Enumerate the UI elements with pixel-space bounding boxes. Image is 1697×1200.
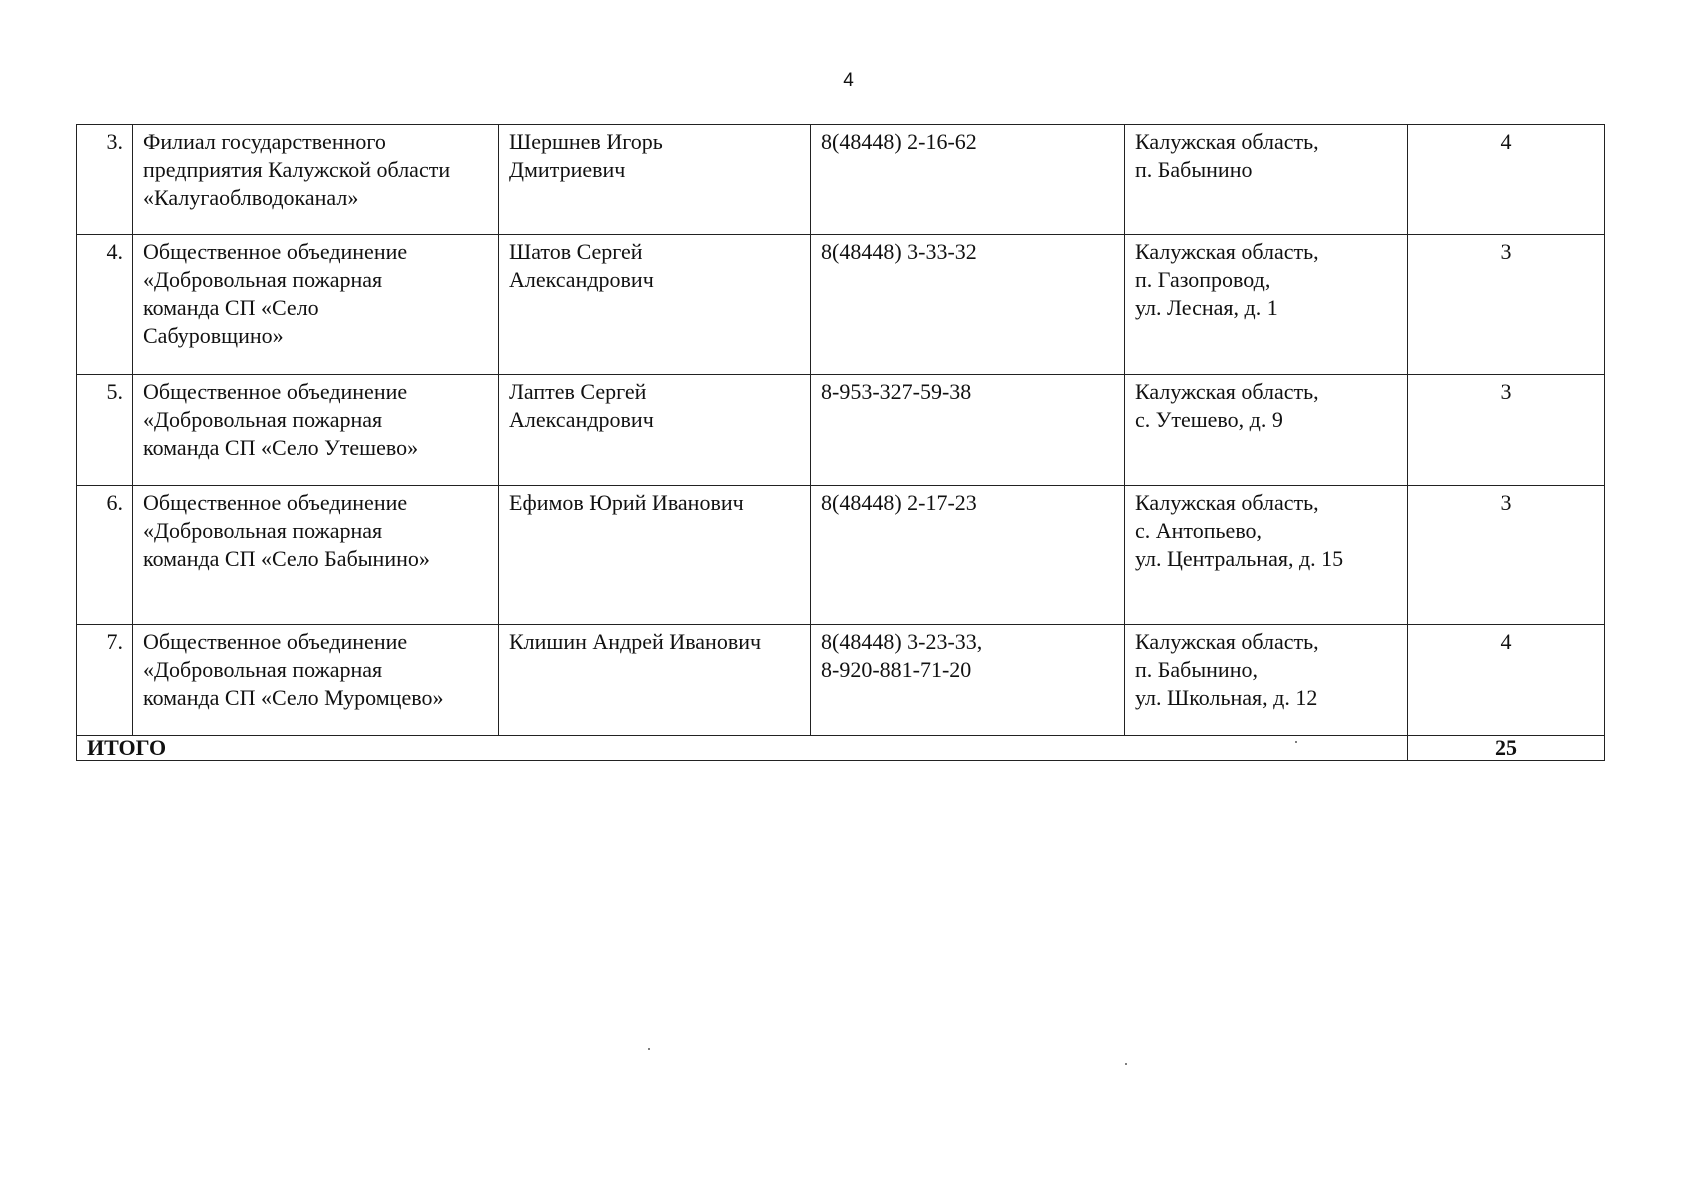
row-number-cell: 3. [77, 125, 133, 235]
table-row [77, 375, 1605, 486]
phone-cell [811, 125, 1125, 235]
address-cell [1125, 235, 1408, 375]
address-cell [1125, 625, 1408, 736]
organization-cell-line: команда СП «Село Бабынино» [143, 546, 430, 571]
organization-cell-line: команда СП «Село [143, 295, 319, 320]
scan-speck [648, 1048, 650, 1050]
contact-person-cell-line: Лаптев Сергей [509, 379, 647, 404]
organization-cell-line: «Добровольная пожарная [143, 267, 383, 292]
organization-cell-line: предприятия Калужской области [143, 157, 451, 182]
organization-cell-line: Общественное объединение [143, 629, 408, 654]
row-number-cell: 7. [77, 625, 133, 736]
table-row [77, 625, 1605, 736]
row-number-cell: 5. [77, 375, 133, 486]
organization-cell [133, 486, 499, 625]
address-cell-line: ул. Лесная, д. 1 [1135, 295, 1278, 320]
address-cell-line: ул. Центральная, д. 15 [1135, 546, 1344, 571]
address-cell-line: Калужская область, [1135, 239, 1319, 264]
scan-speck [1295, 741, 1297, 743]
address-cell [1125, 125, 1408, 235]
table-row [77, 125, 1605, 235]
organization-cell-line: Общественное объединение [143, 379, 408, 404]
phone-cell-line: 8-920-881-71-20 [821, 657, 972, 682]
contact-person-cell-line: Александрович [509, 267, 654, 292]
organization-cell-line: «Добровольная пожарная [143, 657, 383, 682]
row-number-cell: 6. [77, 486, 133, 625]
total-label: ИТОГО [77, 736, 1408, 761]
organization-cell [133, 625, 499, 736]
scan-speck [1125, 1063, 1127, 1065]
contact-person-cell [499, 375, 811, 486]
contact-person-cell [499, 235, 811, 375]
organizations-table [76, 124, 1605, 761]
organization-cell-line: «Добровольная пожарная [143, 407, 383, 432]
address-cell-line: Калужская область, [1135, 379, 1319, 404]
phone-cell [811, 486, 1125, 625]
organization-cell-line: Филиал государственного [143, 129, 386, 154]
address-cell-line: Калужская область, [1135, 129, 1319, 154]
count-cell: 4 [1408, 125, 1605, 235]
total-value: 25 [1408, 736, 1605, 761]
address-cell-line: Калужская область, [1135, 490, 1319, 515]
page-number: 4 [843, 70, 854, 91]
address-cell-line: с. Антопьево, [1135, 518, 1263, 543]
phone-cell-line: 8(48448) 2-17-23 [821, 490, 977, 515]
row-number-cell: 4. [77, 235, 133, 375]
count-cell: 3 [1408, 235, 1605, 375]
organization-cell-line: «Калугаоблводоканал» [143, 185, 359, 210]
contact-person-cell-line: Дмитриевич [509, 157, 626, 182]
contact-person-cell-line: Шершнев Игорь [509, 129, 663, 154]
organization-cell-line: Сабуровщино» [143, 323, 284, 348]
phone-cell [811, 625, 1125, 736]
address-cell [1125, 375, 1408, 486]
phone-cell-line: 8(48448) 3-33-32 [821, 239, 977, 264]
contact-person-cell [499, 486, 811, 625]
organization-cell [133, 375, 499, 486]
contact-person-cell-line: Ефимов Юрий Иванович [509, 490, 744, 515]
phone-cell-line: 8(48448) 2-16-62 [821, 129, 977, 154]
phone-cell [811, 375, 1125, 486]
address-cell-line: п. Бабынино, [1135, 657, 1258, 682]
contact-person-cell [499, 625, 811, 736]
address-cell-line: ул. Школьная, д. 12 [1135, 685, 1318, 710]
contact-person-cell-line: Клишин Андрей Иванович [509, 629, 762, 654]
count-cell: 4 [1408, 625, 1605, 736]
count-cell: 3 [1408, 486, 1605, 625]
table-row [77, 486, 1605, 625]
organization-cell-line: Общественное объединение [143, 239, 408, 264]
table-row [77, 235, 1605, 375]
count-cell: 3 [1408, 375, 1605, 486]
organization-cell-line: команда СП «Село Утешево» [143, 435, 419, 460]
phone-cell [811, 235, 1125, 375]
total-row [77, 736, 1605, 761]
organization-cell-line: команда СП «Село Муромцево» [143, 685, 444, 710]
organization-cell [133, 125, 499, 235]
address-cell-line: п. Газопровод, [1135, 267, 1271, 292]
address-cell-line: п. Бабынино [1135, 157, 1253, 182]
contact-person-cell-line: Шатов Сергей [509, 239, 643, 264]
address-cell [1125, 486, 1408, 625]
contact-person-cell-line: Александрович [509, 407, 654, 432]
organization-cell-line: «Добровольная пожарная [143, 518, 383, 543]
organization-cell-line: Общественное объединение [143, 490, 408, 515]
phone-cell-line: 8-953-327-59-38 [821, 379, 972, 404]
address-cell-line: Калужская область, [1135, 629, 1319, 654]
phone-cell-line: 8(48448) 3-23-33, [821, 629, 983, 654]
organization-cell [133, 235, 499, 375]
contact-person-cell [499, 125, 811, 235]
address-cell-line: с. Утешево, д. 9 [1135, 407, 1283, 432]
